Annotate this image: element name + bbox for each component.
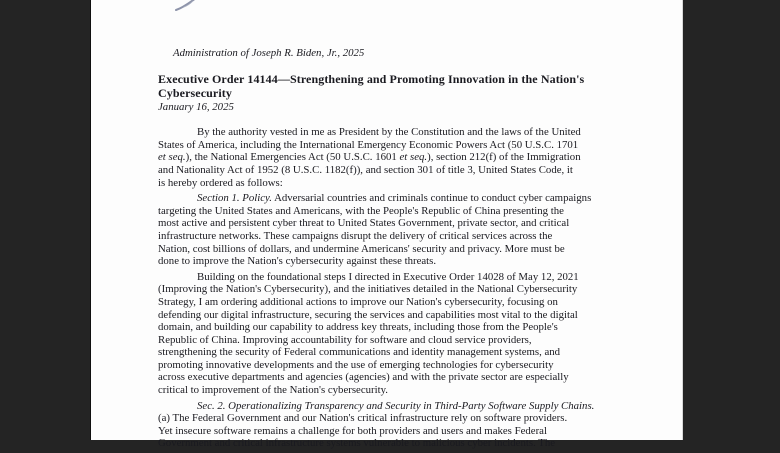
paragraph-building: [158, 271, 604, 397]
italic-text-segment: et seq.: [158, 151, 186, 164]
text-segment: across executive departments and agencies (agencies) and with the private sector are especially: [158, 371, 569, 384]
text-segment: Government and critical infrastructure systems vulnerable to malicious cyber incidents. The: [158, 437, 556, 450]
text-segment: strengthening the security of Federal communications and identity management systems, and: [158, 346, 561, 359]
text-segment: ), the National Emergencies Act (50 U.S.C. 1601: [185, 151, 400, 164]
document-title: [158, 72, 604, 100]
italic-text-segment: Sec. 2. Operationalizing Transparency and Security in Third-Party Software Supply Chains.: [197, 399, 595, 412]
text-segment: most active and persistent cyber threat to United States Government, private sector, and critical: [158, 217, 570, 230]
administration-line: [173, 47, 604, 60]
italic-text-segment: et seq.: [399, 151, 428, 164]
text-segment: Adversarial countries and criminals continue to conduct cyber campaigns: [271, 192, 592, 205]
text-segment: infrastructure networks. These campaigns disrupt the delivery of critical services across the: [158, 229, 553, 242]
text-segment: Republic of China. Improving accountability for software and cloud service providers,: [158, 333, 532, 346]
text-segment: promoting innovative developments and the use of emerging technologies for cybersecurity: [158, 358, 554, 371]
text-segment: and Nationality Act of 1952 (8 U.S.C. 1182(f)), and section 301 of title 3, United States Code, it: [158, 163, 573, 176]
text-segment: critical to improvement of the Nation's cybersecurity.: [158, 384, 389, 397]
text-segment: done to improve the Nation's cybersecurity against these threats.: [158, 255, 437, 268]
text-segment: Nation, cost billions of dollars, and undermine Americans' security and privacy. More must be: [158, 242, 565, 255]
document-date: [158, 101, 604, 114]
text-segment: Yet insecure software remains a challenge for both providers and users and makes Federal: [158, 424, 547, 437]
italic-text-segment: Section 1. Policy.: [197, 192, 272, 205]
text-segment: Executive Order 14144—Strengthening and Promoting Innovation in the Nation's: [158, 71, 585, 86]
paragraph-authority: [158, 126, 604, 189]
text-segment: Building on the foundational steps I directed in Executive Order 14028 of May 12, 2021: [197, 270, 579, 283]
letterbox-right: [683, 0, 780, 440]
italic-text-segment: Administration of Joseph R. Biden, Jr., 2025: [173, 47, 365, 59]
text-segment: (Improving the Nation's Cybersecurity), and the initiatives detailed in the National Cybersecurity: [158, 283, 578, 296]
pen-stroke-icon: [174, 0, 198, 11]
paragraph-section-1-policy: [158, 192, 604, 268]
text-segment: domain, and building our capability to address key threats, including those from the People's: [158, 321, 558, 334]
text-segment: States of America, including the International Emergency Economic Powers Act (50 U.S.C. 1701: [158, 138, 579, 151]
letterbox-left: [0, 0, 90, 440]
italic-text-segment: January 16, 2025: [158, 100, 234, 113]
text-segment: defending our digital infrastructure, securing the services and capabilities most vital to the digital: [158, 308, 578, 321]
text-segment: By the authority vested in me as President by the Constitution and the laws of the United: [197, 126, 581, 139]
text-segment: is hereby ordered as follows:: [158, 176, 283, 189]
text-segment: ), section 212(f) of the Immigration: [427, 151, 581, 164]
text-segment: (a) The Federal Government and our Nation's critical infrastructure rely on software providers.: [158, 412, 568, 425]
text-segment: Cybersecurity: [158, 85, 232, 100]
document-body: [158, 47, 604, 453]
text-segment: targeting the United States and Americans, with the People's Republic of China presenting the: [158, 204, 564, 217]
document-page: [90, 0, 683, 450]
text-segment: Strategy, I am ordering additional actions to improve our Nation's cybersecurity, focusing on: [158, 295, 558, 308]
paragraph-sec-2: [158, 400, 604, 450]
